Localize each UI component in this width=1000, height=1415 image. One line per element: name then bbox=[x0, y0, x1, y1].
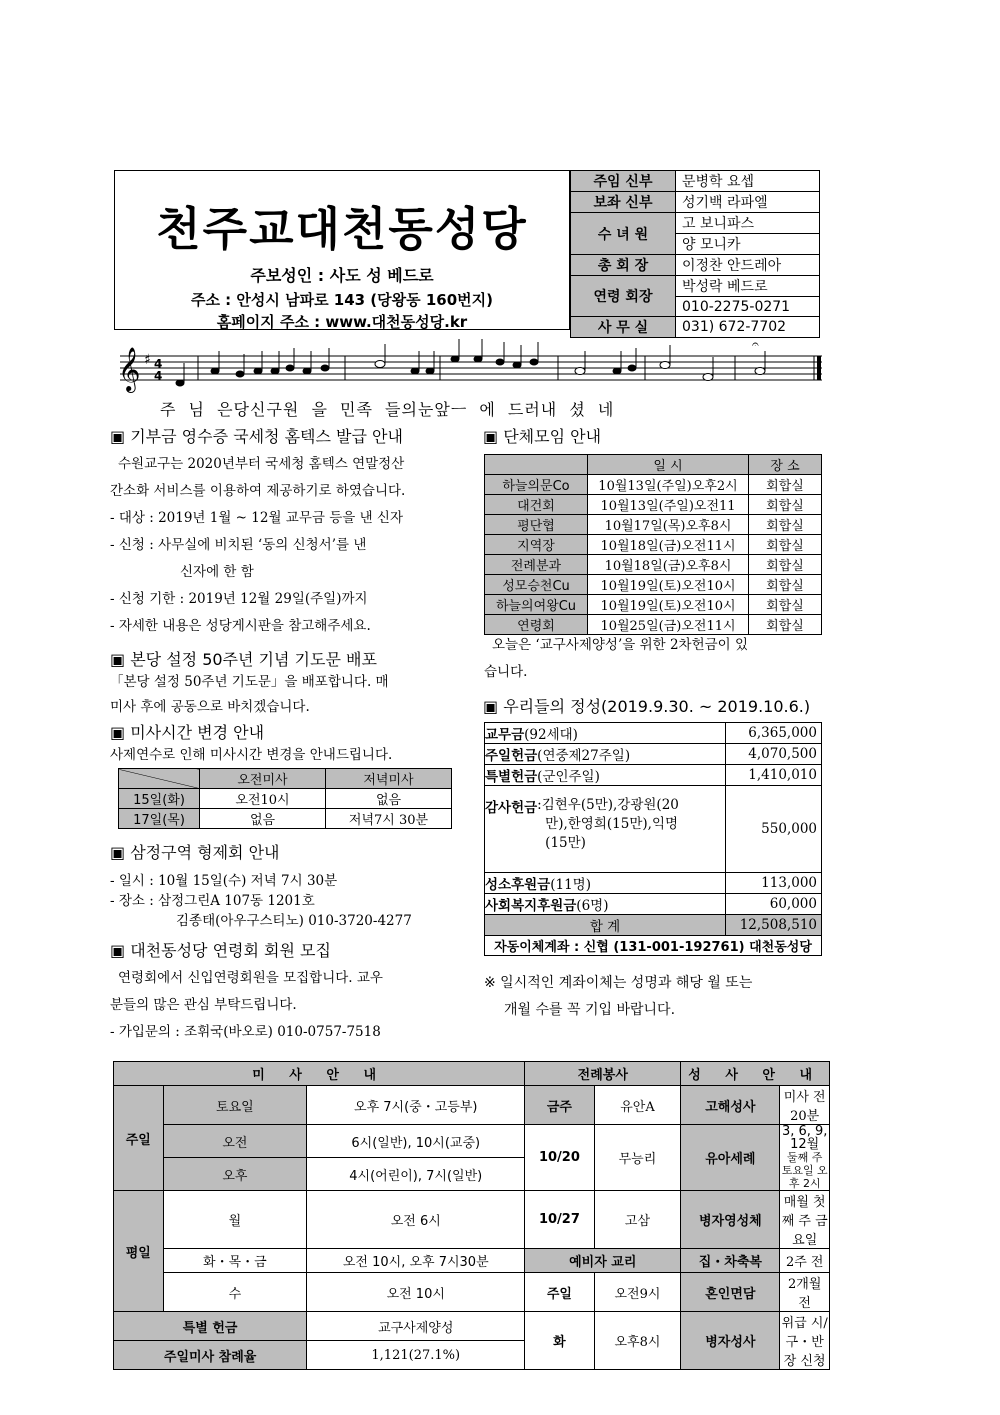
patron-saint: 주보성인 : 사도 성 베드로 bbox=[250, 266, 434, 285]
groups-heading: ▣ 단체모임 안내 bbox=[483, 427, 602, 446]
pastor-name: 문병학 요셉 bbox=[676, 171, 820, 192]
church-title: 천주교대천동성당 bbox=[156, 202, 528, 256]
catechism-heading: 예비자 교리 bbox=[525, 1249, 681, 1273]
samjeong-section bbox=[110, 840, 460, 931]
svg-text:4: 4 bbox=[154, 357, 163, 371]
offering-note: (92세대) bbox=[524, 727, 578, 743]
sacrament-4-label: 집・차축복 bbox=[681, 1249, 780, 1273]
mass-change-intro: 사제연수로 인해 미사시간 변경을 안내드립니다. bbox=[110, 747, 393, 763]
sat-label: 토요일 bbox=[163, 1086, 307, 1125]
group-time: 10월19일(토)오전10시 bbox=[588, 575, 749, 595]
offering-value: 550,000 bbox=[726, 786, 822, 873]
elders-heading: ▣ 대천동성당 연령회 회원 모집 bbox=[110, 941, 331, 960]
elders-line-2: 분들의 많은 관심 부탁드립니다. bbox=[110, 997, 297, 1013]
col-time: 일 시 bbox=[588, 455, 749, 475]
group-place: 회합실 bbox=[749, 615, 822, 635]
prayer-line-2: 미사 후에 공동으로 바치겠습니다. bbox=[110, 699, 310, 715]
sacrament-1-value: 미사 전 20분 bbox=[780, 1086, 830, 1125]
sister-2: 양 모니카 bbox=[676, 234, 820, 255]
mass-change-heading: ▣ 미사시간 변경 안내 bbox=[110, 723, 265, 742]
baptism-months: 3, 6, 9, 12월 bbox=[781, 1124, 828, 1152]
sacrament-1-label: 고해성사 bbox=[681, 1086, 780, 1125]
lit-1-label: 금주 bbox=[525, 1086, 594, 1125]
offerings-table bbox=[484, 722, 822, 956]
group-name: 성모승천Cu bbox=[485, 575, 588, 595]
attendance-value: 1,121(27.1%) bbox=[307, 1341, 525, 1370]
group-place: 회합실 bbox=[749, 535, 822, 555]
wed-label: 수 bbox=[163, 1273, 307, 1312]
office-label: 사 무 실 bbox=[571, 317, 676, 338]
group-time: 10월19일(토)오전10시 bbox=[588, 595, 749, 615]
pm-time: 4시(어린이), 7시(일반) bbox=[307, 1158, 525, 1191]
special-offering-value: 교구사제양성 bbox=[307, 1312, 525, 1341]
change-row-2-evening: 저녁7시 30분 bbox=[326, 809, 452, 829]
sat-time: 오후 7시(중・고등부) bbox=[307, 1086, 525, 1125]
thanks-line-3: (15만) bbox=[545, 835, 586, 851]
donation-line-7: - 자세한 내용은 성당게시판을 참고해주세요. bbox=[110, 618, 371, 634]
mass-change-table bbox=[118, 768, 452, 829]
lit-2-label: 10/20 bbox=[525, 1125, 594, 1191]
mon-label: 월 bbox=[163, 1191, 307, 1249]
donation-line-6: - 신청 기한 : 2019년 12월 29일(주일)까지 bbox=[110, 591, 368, 607]
special-offering-label: 특별 헌금 bbox=[114, 1312, 307, 1341]
lit-3-label: 10/27 bbox=[525, 1191, 594, 1249]
group-time: 10월13일(주일)오후2시 bbox=[588, 475, 749, 495]
prayer-section bbox=[110, 647, 460, 720]
catechism-2-label: 화 bbox=[525, 1312, 594, 1370]
group-place: 회합실 bbox=[749, 495, 822, 515]
offering-note: (11명) bbox=[550, 877, 591, 893]
svg-text:♯: ♯ bbox=[144, 352, 151, 368]
group-name: 하늘의문Co bbox=[485, 475, 588, 495]
offering-value: 6,365,000 bbox=[726, 723, 822, 744]
church-address: 주소 : 안성시 남파로 143 (당왕동 160번지) bbox=[190, 291, 494, 309]
samjeong-line-2: - 장소 : 삼정그린A 107동 1201호 bbox=[110, 893, 315, 909]
attendance-label: 주일미사 참례율 bbox=[114, 1341, 307, 1370]
donation-line-2: 간소화 서비스를 이용하여 제공하기로 하였습니다. bbox=[110, 483, 406, 499]
elder-phone: 010-2275-0271 bbox=[676, 297, 820, 317]
hymn-score bbox=[110, 338, 825, 398]
convent-label: 수 녀 원 bbox=[571, 213, 676, 255]
offering-note: (연중제27주일) bbox=[537, 748, 631, 764]
sacrament-6-value: 위급 시/구・반장 신청 bbox=[780, 1312, 830, 1370]
offering-label: 주일헌금 bbox=[485, 748, 538, 764]
office-phone: 031) 672-7702 bbox=[676, 317, 820, 338]
svg-text:4: 4 bbox=[154, 369, 163, 383]
thanks-line-2: 만),한영희(15만),익명 bbox=[545, 816, 679, 832]
catechism-1-value: 오전9시 bbox=[594, 1273, 681, 1312]
sister-1: 고 보니파스 bbox=[676, 213, 820, 234]
homepage-address: 홈페이지 주소 : www.대천동성당.kr bbox=[216, 313, 468, 331]
assistant-label: 보좌 신부 bbox=[571, 192, 676, 213]
offering-label: 감사헌금 bbox=[485, 800, 538, 816]
group-time: 10월17일(목)오후8시 bbox=[588, 515, 749, 535]
group-name: 연령회 bbox=[485, 615, 588, 635]
schedule-table bbox=[113, 1061, 830, 1370]
prayer-line-1: 「본당 설정 50주년 기도문」을 배포합니다. 매 bbox=[110, 674, 389, 690]
group-time: 10월25일(금)오전11시 bbox=[588, 615, 749, 635]
group-time: 10월18일(금)오전11시 bbox=[588, 535, 749, 555]
samjeong-line-3: 김종태(아우구스티노) 010-3720-4277 bbox=[176, 913, 412, 929]
svg-text:𝄐: 𝄐 bbox=[752, 338, 759, 351]
sacrament-5-label: 혼인면담 bbox=[681, 1273, 780, 1312]
group-place: 회합실 bbox=[749, 515, 822, 535]
donation-line-4: - 신청 : 사무실에 비치된 ‘동의 신청서’를 낸 bbox=[110, 537, 367, 553]
offering-label: 교무금 bbox=[485, 727, 525, 743]
thanks-line-1: :김현우(5만),강광원(20 bbox=[537, 797, 679, 813]
catechism-2-value: 오후8시 bbox=[594, 1312, 681, 1370]
samjeong-heading: ▣ 삼정구역 형제회 안내 bbox=[110, 843, 280, 862]
lit-3-value: 고삼 bbox=[594, 1191, 681, 1249]
group-place: 회합실 bbox=[749, 475, 822, 495]
mon-time: 오전 6시 bbox=[307, 1191, 525, 1249]
change-row-1-evening: 없음 bbox=[326, 789, 452, 809]
header-box bbox=[114, 170, 570, 330]
president-name: 이정찬 안드레아 bbox=[676, 255, 820, 276]
group-name: 지역장 bbox=[485, 535, 588, 555]
am-time: 6시(일반), 10시(교중) bbox=[307, 1125, 525, 1158]
left-column bbox=[110, 424, 460, 640]
col-place: 장 소 bbox=[749, 455, 822, 475]
sacrament-heading: 성 사 안 내 bbox=[681, 1062, 830, 1086]
group-time: 10월18일(금)오후8시 bbox=[588, 555, 749, 575]
group-name: 대건회 bbox=[485, 495, 588, 515]
elder-name: 박성락 베드로 bbox=[676, 276, 820, 297]
change-row-1-morning: 오전10시 bbox=[200, 789, 326, 809]
sacrament-3-value: 매월 첫째 주 금요일 bbox=[780, 1191, 830, 1249]
donation-heading: ▣ 기부금 영수증 국세청 홈텍스 발급 안내 bbox=[110, 427, 403, 446]
groups-note-line-1: 오늘은 ‘교구사제양성’을 위한 2차헌금이 있 bbox=[492, 637, 749, 653]
assistant-name: 성기백 라파엘 bbox=[676, 192, 820, 213]
donation-line-3: - 대상 : 2019년 1월 ~ 12월 교무금 등을 낸 신자 bbox=[110, 510, 403, 526]
elders-line-1: 연령회에서 신입연령회원을 모집합니다. 교우 bbox=[118, 970, 383, 986]
offering-value: 60,000 bbox=[726, 894, 822, 915]
president-label: 총 회 장 bbox=[571, 255, 676, 276]
offering-label: 특별헌금 bbox=[485, 769, 538, 785]
donation-line-1: 수원교구는 2020년부터 국세청 홈텍스 연말정산 bbox=[118, 456, 405, 472]
pastor-label: 주임 신부 bbox=[571, 171, 676, 192]
col-evening-mass: 저녁미사 bbox=[326, 769, 452, 789]
wed-time: 오전 10시 bbox=[307, 1273, 525, 1312]
notice-line-2: 개월 수를 꼭 기입 바랍니다. bbox=[504, 1002, 676, 1018]
groups-note bbox=[484, 632, 829, 686]
group-name: 전례분과 bbox=[485, 555, 588, 575]
lit-1-value: 유안A bbox=[594, 1086, 681, 1125]
group-place: 회합실 bbox=[749, 595, 822, 615]
catechism-1-label: 주일 bbox=[525, 1273, 594, 1312]
change-row-2-day: 17일(목) bbox=[119, 809, 200, 829]
offerings-heading: ▣ 우리들의 정성(2019.9.30. ~ 2019.10.6.) bbox=[483, 697, 811, 716]
hymn-lyrics: 주 님 은당신구원 을 민족 들의눈앞ㅡ 에 드러내 셨 네 bbox=[160, 400, 615, 419]
sacrament-5-value: 2개월 전 bbox=[780, 1273, 830, 1312]
sacrament-3-label: 병자영성체 bbox=[681, 1191, 780, 1249]
elder-label: 연령 회장 bbox=[571, 276, 676, 317]
lit-2-value: 무능리 bbox=[594, 1125, 681, 1191]
tue-label: 화・목・금 bbox=[163, 1249, 307, 1273]
total-label: 합 계 bbox=[485, 915, 726, 936]
group-name: 하늘의여왕Cu bbox=[485, 595, 588, 615]
offering-label: 성소후원금 bbox=[485, 877, 551, 893]
change-row-1-day: 15일(화) bbox=[119, 789, 200, 809]
offering-value: 113,000 bbox=[726, 873, 822, 894]
samjeong-line-1: - 일시 : 10월 15일(수) 저녁 7시 30분 bbox=[110, 873, 338, 889]
bank-account: 자동이체계좌 : 신협 (131-001-192761) 대천동성당 bbox=[485, 936, 822, 956]
offering-value: 1,410,010 bbox=[726, 765, 822, 786]
group-name: 평단협 bbox=[485, 515, 588, 535]
offering-note: (6명) bbox=[576, 898, 609, 914]
donation-line-5: 신자에 한 함 bbox=[180, 564, 254, 580]
notice-line-1: ※ 일시적인 계좌이체는 성명과 해당 월 또는 bbox=[484, 975, 753, 991]
offering-note: (군인주일) bbox=[537, 769, 600, 785]
tue-time: 오전 10시, 오후 7시30분 bbox=[307, 1249, 525, 1273]
groups-note-line-2: 습니다. bbox=[484, 664, 528, 680]
total-value: 12,508,510 bbox=[726, 915, 822, 936]
mass-info-heading: 미 사 안 내 bbox=[114, 1062, 525, 1086]
elders-section bbox=[110, 938, 460, 1046]
groups-table bbox=[484, 454, 822, 635]
sacrament-6-label: 병자성사 bbox=[681, 1312, 780, 1370]
group-place: 회합실 bbox=[749, 575, 822, 595]
transfer-notice bbox=[484, 970, 829, 1024]
liturgy-heading: 전례봉사 bbox=[525, 1062, 681, 1086]
am-label: 오전 bbox=[163, 1125, 307, 1158]
pm-label: 오후 bbox=[163, 1158, 307, 1191]
offering-value: 4,070,500 bbox=[726, 744, 822, 765]
group-time: 10월13일(주일)오전11 bbox=[588, 495, 749, 515]
sacrament-2-label: 유아세례 bbox=[681, 1125, 780, 1191]
mass-change-section bbox=[110, 720, 460, 767]
prayer-heading: ▣ 본당 설정 50주년 기념 기도문 배포 bbox=[110, 650, 377, 669]
weekday-label: 평일 bbox=[114, 1191, 164, 1312]
elders-line-3: - 가입문의 : 조휘국(바오로) 010-0757-7518 bbox=[110, 1024, 381, 1040]
sacrament-4-value: 2주 전 bbox=[780, 1249, 830, 1273]
sunday-label: 주일 bbox=[114, 1086, 164, 1191]
group-place: 회합실 bbox=[749, 555, 822, 575]
baptism-time: 둘째 주 토요일 오후 2시 bbox=[781, 1151, 828, 1190]
change-row-2-morning: 없음 bbox=[200, 809, 326, 829]
treble-clef-icon: 𝄞 bbox=[118, 347, 141, 391]
col-morning-mass: 오전미사 bbox=[200, 769, 326, 789]
offering-label: 사회복지후원금 bbox=[485, 898, 577, 914]
staff-table bbox=[570, 170, 820, 338]
